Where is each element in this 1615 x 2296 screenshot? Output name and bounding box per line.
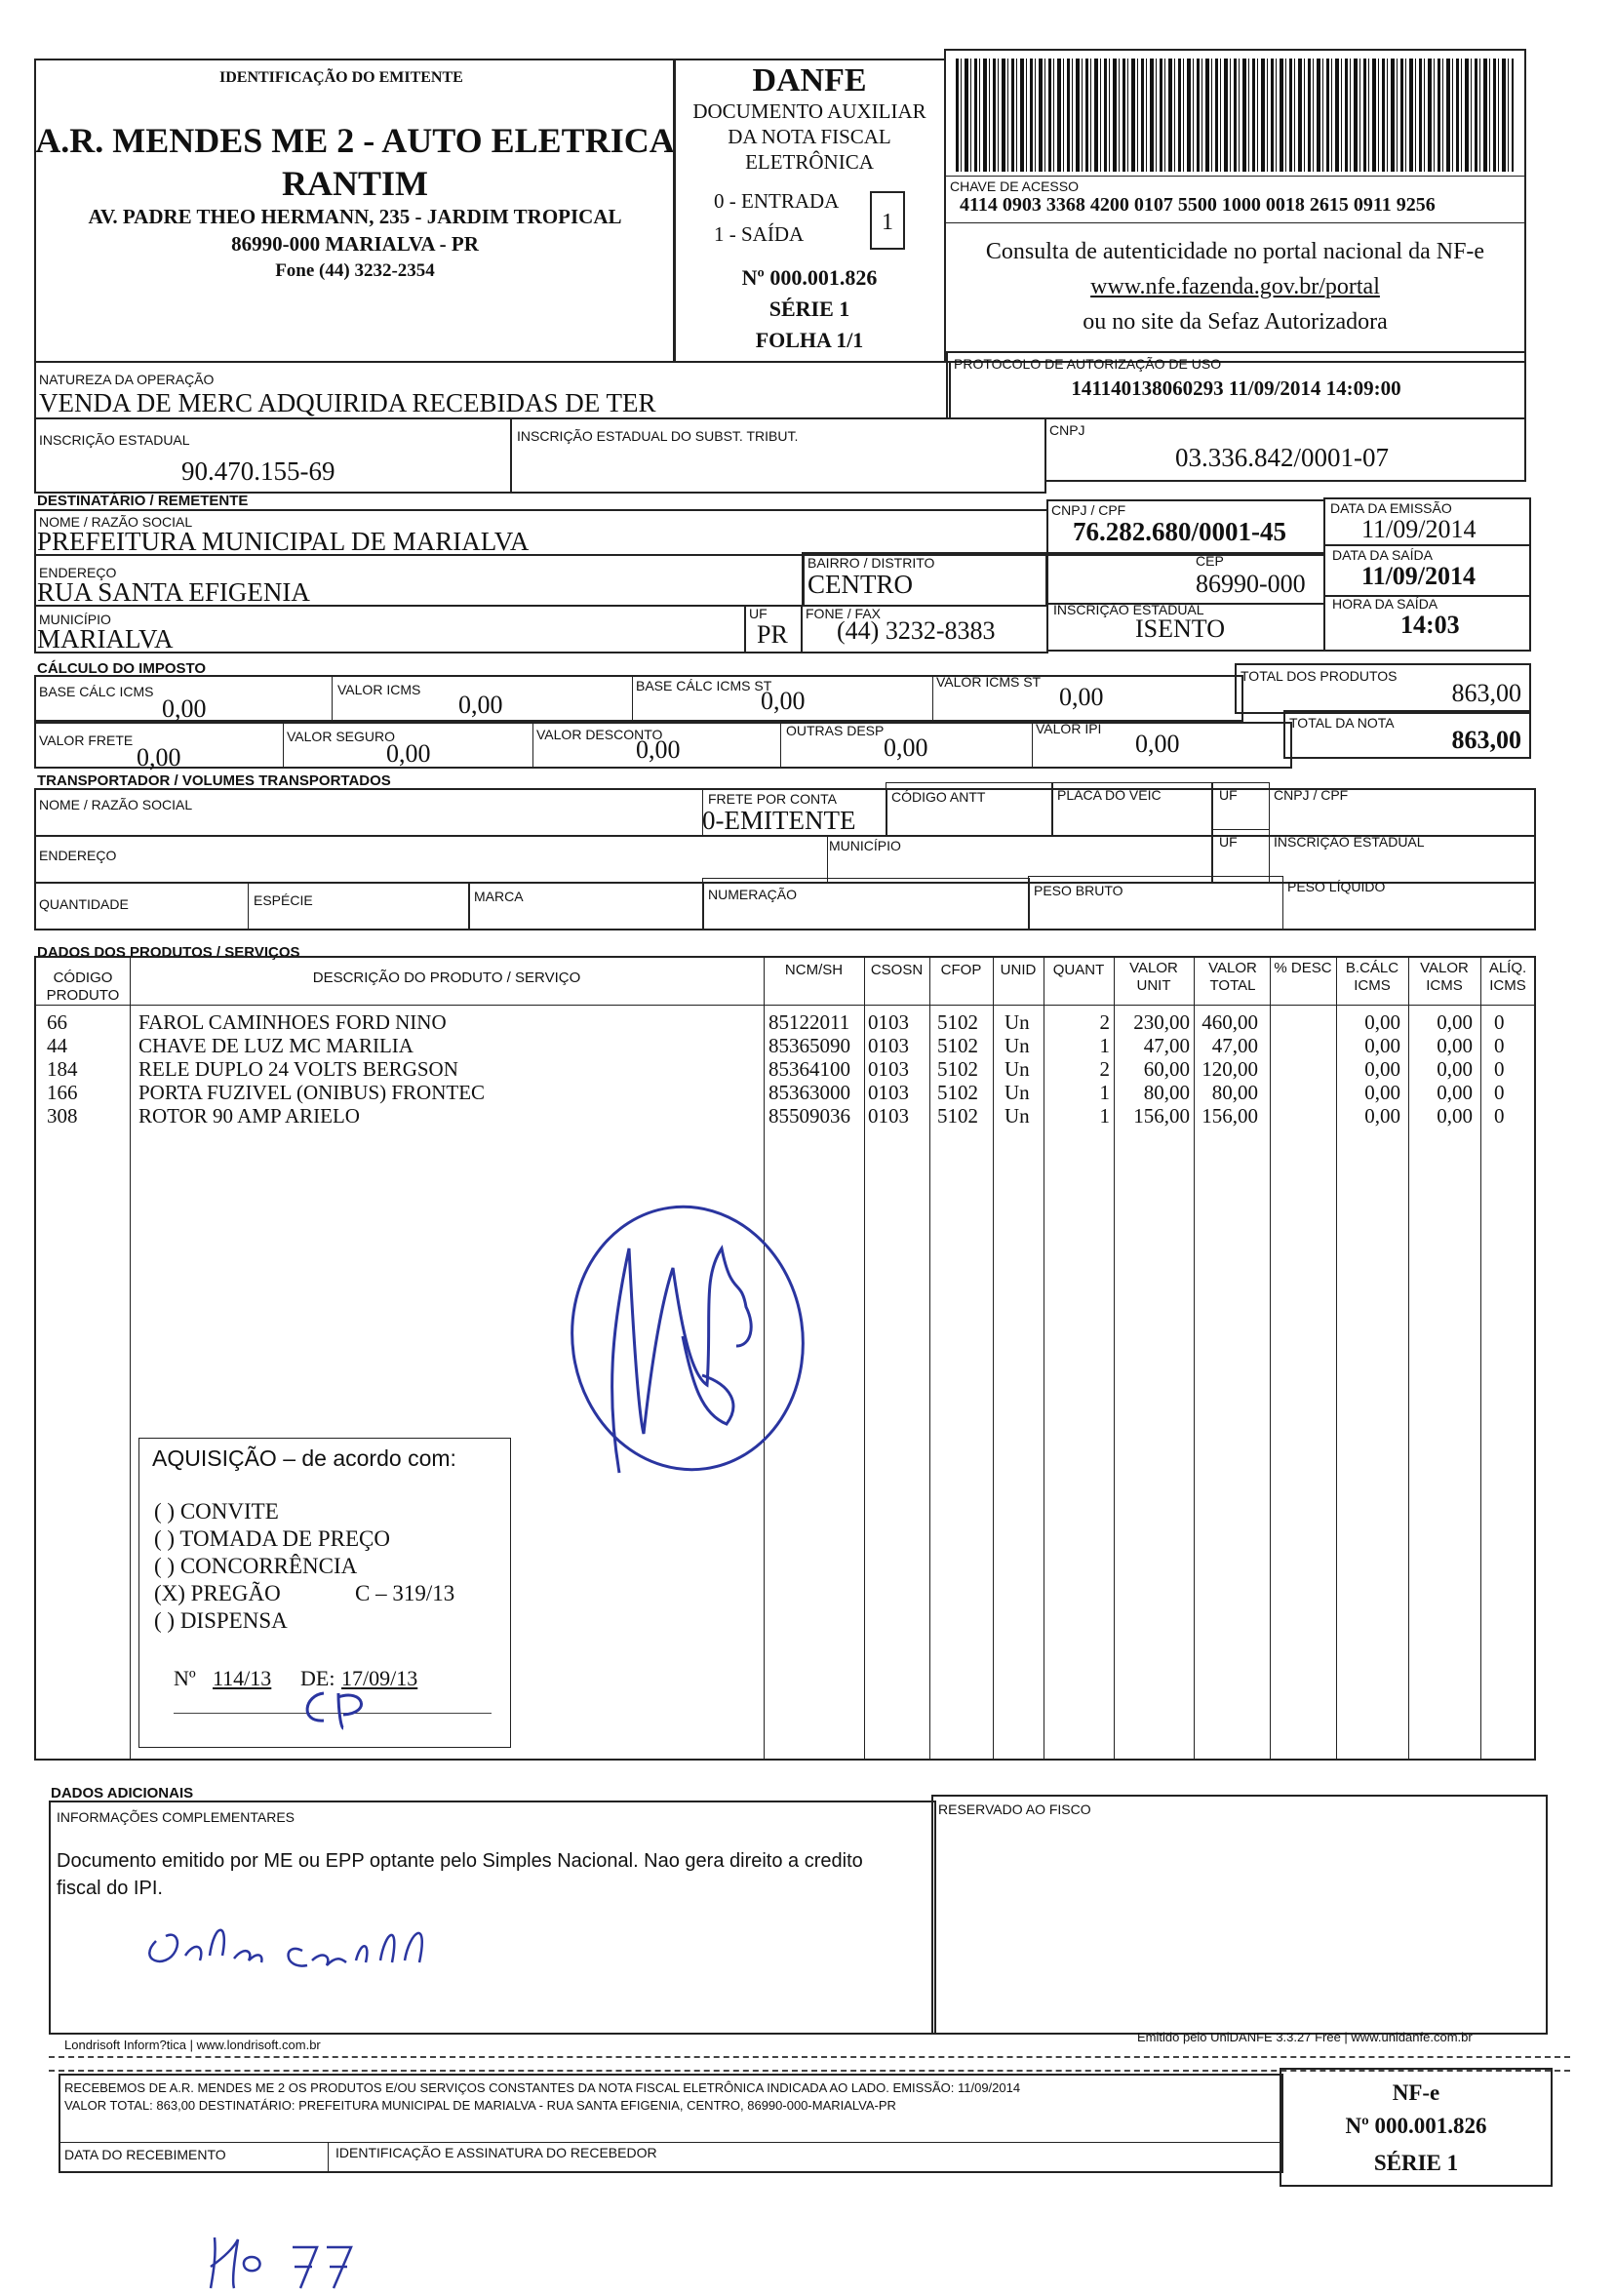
consulta-url[interactable]: www.nfe.fazenda.gov.br/portal bbox=[1090, 274, 1380, 299]
transp-frete-label: FRETE POR CONTA bbox=[708, 791, 837, 807]
cell-quant: 2 bbox=[1099, 1057, 1110, 1081]
dest-hora-value: 14:03 bbox=[1400, 611, 1460, 639]
cell-unid: Un bbox=[1004, 1010, 1030, 1034]
stamp-opt1: ( ) CONVITE bbox=[154, 1499, 279, 1524]
th-unid: UNID bbox=[1000, 962, 1037, 978]
transp-frete-value: 0-EMITENTE bbox=[702, 806, 856, 835]
handwritten-signature bbox=[137, 1912, 468, 1980]
dest-fone-value: (44) 3232-8383 bbox=[837, 616, 996, 645]
dest-fone-label: FONE / FAX bbox=[806, 606, 882, 621]
cell-csosn: 0103 bbox=[868, 1034, 909, 1057]
cell-bcalc: 0,00 bbox=[1364, 1010, 1400, 1034]
chave-divider2 bbox=[944, 222, 1526, 223]
stamp-num: 114/13 bbox=[213, 1666, 272, 1690]
cell-bcalc: 0,00 bbox=[1364, 1081, 1400, 1104]
emitente-section-label: IDENTIFICAÇÃO DO EMITENTE bbox=[219, 69, 463, 86]
adicionais-section: DADOS ADICIONAIS bbox=[51, 1785, 194, 1801]
stamp-opt4: (X) PREGÃO bbox=[154, 1581, 281, 1605]
dest-nome-value: PREFEITURA MUNICIPAL DE MARIALVA bbox=[37, 527, 530, 556]
produtos-header-line bbox=[34, 1005, 1536, 1006]
total-produtos-value: 863,00 bbox=[1451, 679, 1521, 707]
barcode bbox=[956, 59, 1514, 172]
chave-label: CHAVE DE ACESSO bbox=[950, 178, 1080, 194]
cell-descricao: RELE DUPLO 24 VOLTS BERGSON bbox=[138, 1057, 458, 1081]
chave-divider bbox=[944, 176, 1526, 177]
th-aliq: ALÍQ. ICMS bbox=[1488, 960, 1527, 994]
cell-valor-icms: 0,00 bbox=[1437, 1057, 1473, 1081]
valor-icms-label: VALOR ICMS bbox=[337, 682, 421, 697]
stamp-title: AQUISIÇÃO – de acordo com: bbox=[152, 1445, 456, 1471]
base-st-label: BASE CÁLC ICMS ST bbox=[636, 678, 772, 693]
cell-aliq: 0 bbox=[1494, 1010, 1505, 1034]
cell-valor-icms: 0,00 bbox=[1437, 1104, 1473, 1128]
cell-aliq: 0 bbox=[1494, 1104, 1505, 1128]
cell-cfop: 5102 bbox=[937, 1034, 978, 1057]
chave-value: 4114 0903 3368 4200 0107 5500 1000 0018 2615 0911 9256 bbox=[960, 194, 1436, 216]
cell-ncm: 85122011 bbox=[768, 1010, 850, 1034]
base-icms-value: 0,00 bbox=[162, 694, 207, 723]
transp-especie-label: ESPÉCIE bbox=[254, 892, 313, 908]
frete-label: VALOR FRETE bbox=[39, 732, 134, 748]
desconto-label: VALOR DESCONTO bbox=[536, 727, 663, 742]
dest-emissao-label: DATA DA EMISSÃO bbox=[1330, 500, 1452, 516]
transp-placa-label: PLACA DO VEIC bbox=[1057, 787, 1162, 803]
cell-valor-unit: 47,00 bbox=[1143, 1034, 1190, 1057]
cell-ncm: 85363000 bbox=[768, 1081, 850, 1104]
th-ncm: NCM/SH bbox=[784, 962, 844, 978]
transp-uf-label: UF bbox=[1219, 787, 1238, 803]
cell-bcalc: 0,00 bbox=[1364, 1057, 1400, 1081]
cell-descricao: PORTA FUZIVEL (ONIBUS) FRONTEC bbox=[138, 1081, 486, 1104]
transp-antt-label: CÓDIGO ANTT bbox=[891, 789, 986, 805]
cell-descricao: FAROL CAMINHOES FORD NINO bbox=[138, 1010, 447, 1034]
div-desconto bbox=[532, 722, 534, 769]
stamp-de: 17/09/13 bbox=[341, 1666, 418, 1690]
cell-cfop: 5102 bbox=[937, 1104, 978, 1128]
col-line-desc-pct bbox=[1270, 956, 1271, 1761]
canhoto-assinatura-label: IDENTIFICAÇÃO E ASSINATURA DO RECEBEDOR bbox=[335, 2145, 657, 2160]
dest-ie-label: INSCRIÇÃO ESTADUAL bbox=[1053, 602, 1204, 617]
canhoto-numero: Nº 000.001.826 bbox=[1345, 2114, 1487, 2138]
cell-csosn: 0103 bbox=[868, 1010, 909, 1034]
div-seguro bbox=[283, 722, 285, 769]
dest-emissao-value: 11/09/2014 bbox=[1361, 515, 1477, 543]
dest-cnpj-value: 76.282.680/0001-45 bbox=[1073, 517, 1286, 546]
stamp-de-label: DE: bbox=[300, 1666, 335, 1690]
col-line-unid bbox=[993, 956, 994, 1761]
th-valor-total: VALOR TOTAL bbox=[1208, 960, 1257, 994]
cell-aliq: 0 bbox=[1494, 1057, 1505, 1081]
emitente-name-line2: RANTIM bbox=[282, 164, 428, 203]
stamp-opt5: ( ) DISPENSA bbox=[154, 1608, 288, 1633]
cell-quant: 1 bbox=[1099, 1104, 1110, 1128]
cell-codigo: 66 bbox=[47, 1010, 67, 1034]
th-descricao: DESCRIÇÃO DO PRODUTO / SERVIÇO bbox=[312, 970, 581, 986]
cell-valor-total: 47,00 bbox=[1211, 1034, 1258, 1057]
danfe-entrada: 0 - ENTRADA bbox=[714, 189, 840, 213]
cell-valor-total: 460,00 bbox=[1201, 1010, 1258, 1034]
div-valor-st bbox=[932, 675, 934, 722]
danfe-serie: SÉRIE 1 bbox=[768, 297, 850, 321]
transporte-section: TRANSPORTADOR / VOLUMES TRANSPORTADOS bbox=[37, 772, 391, 789]
signature-seal bbox=[546, 1190, 829, 1483]
protocolo-value: 141140138060293 11/09/2014 14:09:00 bbox=[1071, 376, 1401, 400]
seguro-label: VALOR SEGURO bbox=[287, 729, 395, 744]
frete-value: 0,00 bbox=[137, 743, 181, 772]
div-valor-icms bbox=[332, 675, 334, 722]
dest-hora-label: HORA DA SAÍDA bbox=[1332, 596, 1438, 612]
dest-municipio-label: MUNICÍPIO bbox=[39, 612, 111, 627]
dest-cnpj-label: CNPJ / CPF bbox=[1051, 502, 1126, 518]
th-quant: QUANT bbox=[1052, 962, 1105, 978]
valor-st-value: 0,00 bbox=[1059, 683, 1104, 711]
cell-unid: Un bbox=[1004, 1104, 1030, 1128]
cell-aliq: 0 bbox=[1494, 1081, 1505, 1104]
cell-csosn: 0103 bbox=[868, 1057, 909, 1081]
dest-bairro-label: BAIRRO / DISTRITO bbox=[808, 555, 935, 571]
cell-valor-icms: 0,00 bbox=[1437, 1010, 1473, 1034]
transp-uf2-label: UF bbox=[1219, 834, 1238, 850]
dest-uf-label: UF bbox=[749, 606, 768, 621]
canhoto-divider-v bbox=[328, 2142, 329, 2173]
danfe-subtitle3: ELETRÔNICA bbox=[745, 150, 874, 174]
cell-ncm: 85364100 bbox=[768, 1057, 850, 1081]
natureza-label: NATUREZA DA OPERAÇÃO bbox=[39, 372, 215, 387]
emitente-name-line1: A.R. MENDES ME 2 - AUTO ELETRICA bbox=[35, 121, 675, 160]
imposto-section: CÁLCULO DO IMPOSTO bbox=[37, 660, 207, 677]
transp-endereco-label: ENDEREÇO bbox=[39, 848, 117, 863]
stamp-opt2: ( ) TOMADA DE PREÇO bbox=[154, 1526, 390, 1551]
ipi-label: VALOR IPI bbox=[1036, 721, 1102, 736]
stamp-opt4-ref: C – 319/13 bbox=[355, 1581, 455, 1605]
dest-cep-label: CEP bbox=[1196, 553, 1224, 569]
stamp-opt3: ( ) CONCORRÊNCIA bbox=[154, 1554, 358, 1578]
danfe-numero: Nº 000.001.826 bbox=[741, 265, 878, 290]
total-nota-label: TOTAL DA NOTA bbox=[1289, 715, 1395, 731]
col-line-cfop bbox=[929, 956, 930, 1761]
info-line1: Documento emitido por ME ou EPP optante pelo Simples Nacional. Nao gera direito a credito bbox=[57, 1850, 863, 1872]
stamp-initials bbox=[295, 1683, 382, 1732]
cell-unid: Un bbox=[1004, 1034, 1030, 1057]
danfe-subtitle2: DA NOTA FISCAL bbox=[728, 125, 891, 148]
th-codigo: CÓDIGO PRODUTO bbox=[46, 970, 120, 1004]
cell-codigo: 308 bbox=[47, 1104, 78, 1128]
transp-marca-label: MARCA bbox=[474, 889, 524, 904]
div-ipi bbox=[1032, 722, 1034, 769]
total-nota-value: 863,00 bbox=[1451, 726, 1521, 754]
col-line-csosn bbox=[864, 956, 865, 1761]
cell-valor-unit: 60,00 bbox=[1143, 1057, 1190, 1081]
transp-nome-label: NOME / RAZÃO SOCIAL bbox=[39, 797, 193, 812]
transp-municipio-label: MUNICÍPIO bbox=[829, 838, 901, 853]
emitente-cep-city: 86990-000 MARIALVA - PR bbox=[231, 232, 479, 256]
th-csosn: CSOSN bbox=[870, 962, 924, 978]
cell-quant: 2 bbox=[1099, 1010, 1110, 1034]
danfe-tipo: 1 bbox=[870, 191, 905, 250]
ipi-value: 0,00 bbox=[1135, 730, 1180, 758]
outras-label: OUTRAS DESP bbox=[786, 723, 885, 738]
ie-label: INSCRIÇÃO ESTADUAL bbox=[39, 432, 190, 448]
cell-valor-unit: 80,00 bbox=[1143, 1081, 1190, 1104]
cell-csosn: 0103 bbox=[868, 1081, 909, 1104]
info-line2: fiscal do IPI. bbox=[57, 1878, 163, 1899]
cnpj-emit-value: 03.336.842/0001-07 bbox=[1175, 443, 1389, 472]
dest-nome-label: NOME / RAZÃO SOCIAL bbox=[39, 514, 193, 530]
total-produtos-label: TOTAL DOS PRODUTOS bbox=[1241, 668, 1398, 684]
dest-endereco-value: RUA SANTA EFIGENIA bbox=[37, 577, 310, 607]
transp-peso-bruto-label: PESO BRUTO bbox=[1034, 883, 1123, 898]
canhoto-serie: SÉRIE 1 bbox=[1373, 2151, 1459, 2175]
dest-saida-label: DATA DA SAÍDA bbox=[1332, 547, 1433, 563]
stamp-num-label: Nº bbox=[174, 1666, 196, 1690]
fisco-box bbox=[931, 1795, 1548, 2035]
rodape-right: Emitido pelo UniDANFE 3.3.27 Free | www.unidanfe.com.br bbox=[1137, 2030, 1473, 2044]
th-desc: % DESC bbox=[1274, 960, 1332, 976]
dest-cep-value: 86990-000 bbox=[1196, 570, 1306, 598]
handwritten-note bbox=[205, 2228, 400, 2296]
produtos-section: DADOS DOS PRODUTOS / SERVIÇOS bbox=[37, 944, 300, 961]
transp-quantidade-label: QUANTIDADE bbox=[39, 896, 129, 912]
cell-ncm: 85365090 bbox=[768, 1034, 850, 1057]
canhoto-line1: RECEBEMOS DE A.R. MENDES ME 2 OS PRODUTOS E/OU SERVIÇOS CONSTANTES DA NOTA FISCAL ELETRÔNICA INDICADA AO LADO. EMISSÃO: 11/09/2014 bbox=[64, 2080, 1021, 2095]
transp-peso-liquido-label: PESO LÍQUIDO bbox=[1287, 879, 1386, 894]
transp-cnpj-label: CNPJ / CPF bbox=[1274, 787, 1349, 803]
cell-cfop: 5102 bbox=[937, 1010, 978, 1034]
cell-descricao: ROTOR 90 AMP ARIELO bbox=[138, 1104, 360, 1128]
fisco-label: RESERVADO AO FISCO bbox=[938, 1801, 1091, 1817]
dest-uf-value: PR bbox=[757, 620, 788, 649]
cell-cfop: 5102 bbox=[937, 1057, 978, 1081]
cell-valor-total: 80,00 bbox=[1211, 1081, 1258, 1104]
col-line-desc bbox=[130, 956, 131, 1761]
cell-valor-total: 156,00 bbox=[1201, 1104, 1258, 1128]
seguro-value: 0,00 bbox=[386, 739, 431, 768]
cell-unid: Un bbox=[1004, 1081, 1030, 1104]
cell-unid: Un bbox=[1004, 1057, 1030, 1081]
cell-bcalc: 0,00 bbox=[1364, 1034, 1400, 1057]
canhoto-nfe: NF-e bbox=[1392, 2080, 1440, 2105]
th-valor-icms: VALOR ICMS bbox=[1420, 960, 1469, 994]
dest-endereco-label: ENDEREÇO bbox=[39, 565, 117, 580]
cell-valor-total: 120,00 bbox=[1201, 1057, 1258, 1081]
cell-quant: 1 bbox=[1099, 1034, 1110, 1057]
valor-st-label: VALOR ICMS ST bbox=[936, 674, 1042, 690]
col-line-aliq bbox=[1480, 956, 1481, 1761]
cell-cfop: 5102 bbox=[937, 1081, 978, 1104]
canhoto-data-label: DATA DO RECEBIMENTO bbox=[64, 2147, 226, 2162]
cell-descricao: CHAVE DE LUZ MC MARILIA bbox=[138, 1034, 414, 1057]
transp-ie-label: INSCRIÇÃO ESTADUAL bbox=[1274, 834, 1425, 850]
cell-valor-unit: 156,00 bbox=[1133, 1104, 1190, 1128]
cell-quant: 1 bbox=[1099, 1081, 1110, 1104]
dest-bairro-value: CENTRO bbox=[808, 570, 913, 599]
canhoto-divider bbox=[59, 2142, 1283, 2143]
ie-value: 90.470.155-69 bbox=[181, 456, 335, 486]
outras-value: 0,00 bbox=[884, 733, 928, 762]
dest-saida-value: 11/09/2014 bbox=[1361, 562, 1477, 590]
cell-valor-icms: 0,00 bbox=[1437, 1081, 1473, 1104]
emitente-address: AV. PADRE THEO HERMANN, 235 - JARDIM TROPICAL bbox=[88, 205, 622, 228]
danfe-folha: FOLHA 1/1 bbox=[755, 328, 864, 352]
danfe-title: DANFE bbox=[752, 62, 867, 99]
cell-valor-unit: 230,00 bbox=[1133, 1010, 1190, 1034]
ie-st-label: INSCRIÇÃO ESTADUAL DO SUBST. TRIBUT. bbox=[517, 428, 799, 444]
cut-line-1 bbox=[49, 2056, 1570, 2058]
natureza-value: VENDA DE MERC ADQUIRIDA RECEBIDAS DE TER bbox=[39, 388, 656, 417]
th-bcalc: B.CÁLC ICMS bbox=[1345, 960, 1399, 994]
transp-numeracao-label: NUMERAÇÃO bbox=[708, 887, 798, 902]
div-base-st bbox=[632, 675, 634, 722]
dest-municipio-value: MARIALVA bbox=[37, 624, 174, 653]
th-cfop: CFOP bbox=[940, 962, 982, 978]
emitente-phone: Fone (44) 3232-2354 bbox=[275, 260, 435, 281]
cell-codigo: 44 bbox=[47, 1034, 67, 1057]
cell-codigo: 166 bbox=[47, 1081, 78, 1104]
dest-ie-value: ISENTO bbox=[1135, 614, 1225, 643]
base-st-value: 0,00 bbox=[761, 687, 806, 715]
consulta-line1: Consulta de autenticidade no portal nacional da NF-e bbox=[985, 239, 1485, 264]
cell-bcalc: 0,00 bbox=[1364, 1104, 1400, 1128]
destinatario-section: DESTINATÁRIO / REMETENTE bbox=[37, 493, 249, 509]
base-icms-label: BASE CÁLC ICMS bbox=[39, 684, 154, 699]
cell-ncm: 85509036 bbox=[768, 1104, 850, 1128]
cell-aliq: 0 bbox=[1494, 1034, 1505, 1057]
danfe-saida: 1 - SAÍDA bbox=[714, 222, 805, 246]
desconto-value: 0,00 bbox=[636, 735, 681, 764]
cell-codigo: 184 bbox=[47, 1057, 78, 1081]
th-valor-unit: VALOR UNIT bbox=[1129, 960, 1178, 994]
valor-icms-value: 0,00 bbox=[458, 691, 503, 719]
canhoto-line2: VALOR TOTAL: 863,00 DESTINATÁRIO: PREFEITURA MUNICIPAL DE MARIALVA - RUA SANTA EFIGENIA, CENTRO, 86990-000-MARIALVA-PR bbox=[64, 2098, 896, 2113]
div-outras bbox=[780, 722, 782, 769]
info-label: INFORMAÇÕES COMPLEMENTARES bbox=[57, 1809, 295, 1825]
cell-csosn: 0103 bbox=[868, 1104, 909, 1128]
cell-valor-icms: 0,00 bbox=[1437, 1034, 1473, 1057]
danfe-subtitle1: DOCUMENTO AUXILIAR bbox=[692, 99, 926, 123]
cnpj-emit-label: CNPJ bbox=[1049, 422, 1085, 438]
consulta-line2: ou no site da Sefaz Autorizadora bbox=[1083, 309, 1388, 335]
rodape-left: Londrisoft Inform?tica | www.londrisoft.com.br bbox=[64, 2038, 321, 2052]
protocolo-label: PROTOCOLO DE AUTORIZAÇÃO DE USO bbox=[954, 356, 1222, 372]
